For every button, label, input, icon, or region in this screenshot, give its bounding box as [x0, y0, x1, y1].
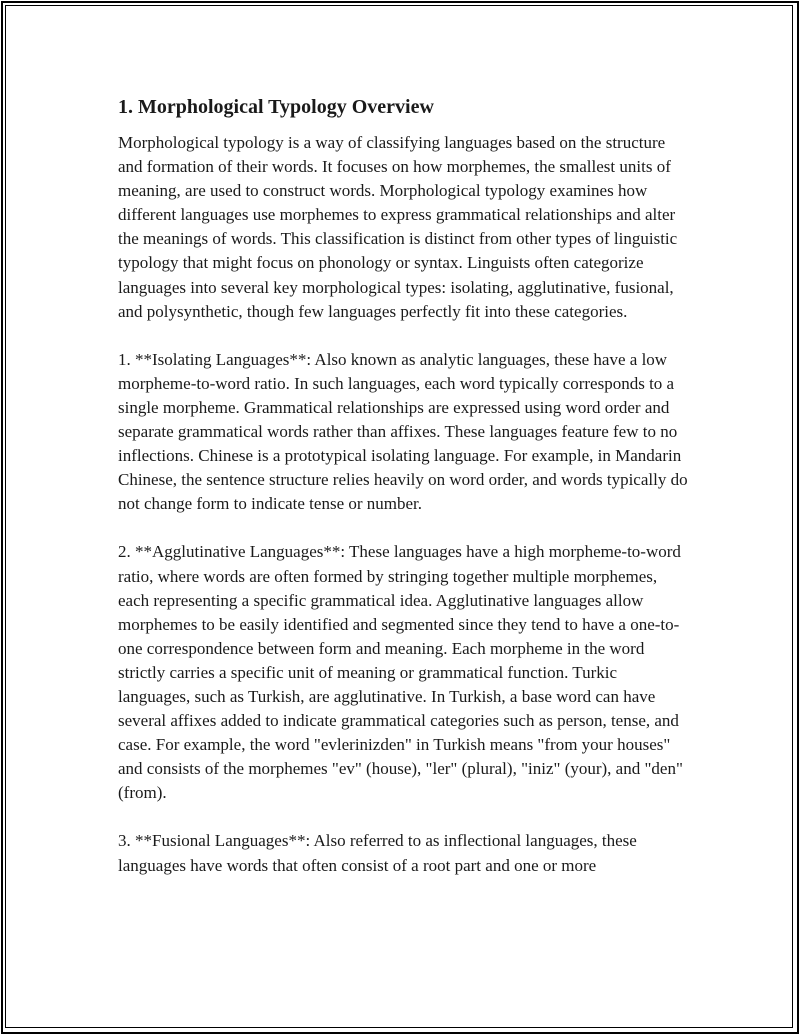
paragraph-fusional: 3. **Fusional Languages**: Also referred to as inflectional languages, these languages have words that often consist of a root part and one or more	[118, 831, 637, 875]
paragraph-agglutinative: 2. **Agglutinative Languages**: These languages have a high morpheme-to-word ratio, where words are often formed by stringing together multiple morphemes, each representing a specific grammatical idea. Agglutinative languages allow morphemes to be easily identified and segmented since they tend to have a one-to-one correspondence between form and meaning. Each morpheme in the word strictly carries a specific unit of meaning or grammatical function. Turkic languages, such as Turkish, are agglutinative. In Turkish, a base word can have several affixes added to indicate grammatical categories such as person, tense, and case. For example, the word "evlerinizden" in Turkish means "from your houses" and consists of the morphemes "ev" (house), "ler" (plural), "iniz" (your), and "den" (from).	[118, 542, 683, 803]
paragraph-overview: Morphological typology is a way of classifying languages based on the structure and formation of their words. It focuses on how morphemes, the smallest units of meaning, are used to construct words. Morphological typology examines how different languages use morphemes to express grammatical relationships and alter the meanings of words. This classification is distinct from other types of linguistic typology that might focus on phonology or syntax. Linguists often categorize languages into several key morphological types: isolating, agglutinative, fusional, and polysynthetic, though few languages perfectly fit into these categories.	[118, 133, 678, 321]
paragraph-isolating: 1. **Isolating Languages**: Also known as analytic languages, these have a low morpheme-to-word ratio. In such languages, each word typically corresponds to a single morpheme. Grammatical relationships are expressed using word order and separate grammatical words rather than affixes. These languages feature few to no inflections. Chinese is a prototypical isolating language. For example, in Mandarin Chinese, the sentence structure relies heavily on word order, and words typically do not change form to indicate tense or number.	[118, 349, 688, 514]
document-page	[118, 94, 690, 902]
section-heading: 1. Morphological Typology Overview	[118, 96, 434, 118]
